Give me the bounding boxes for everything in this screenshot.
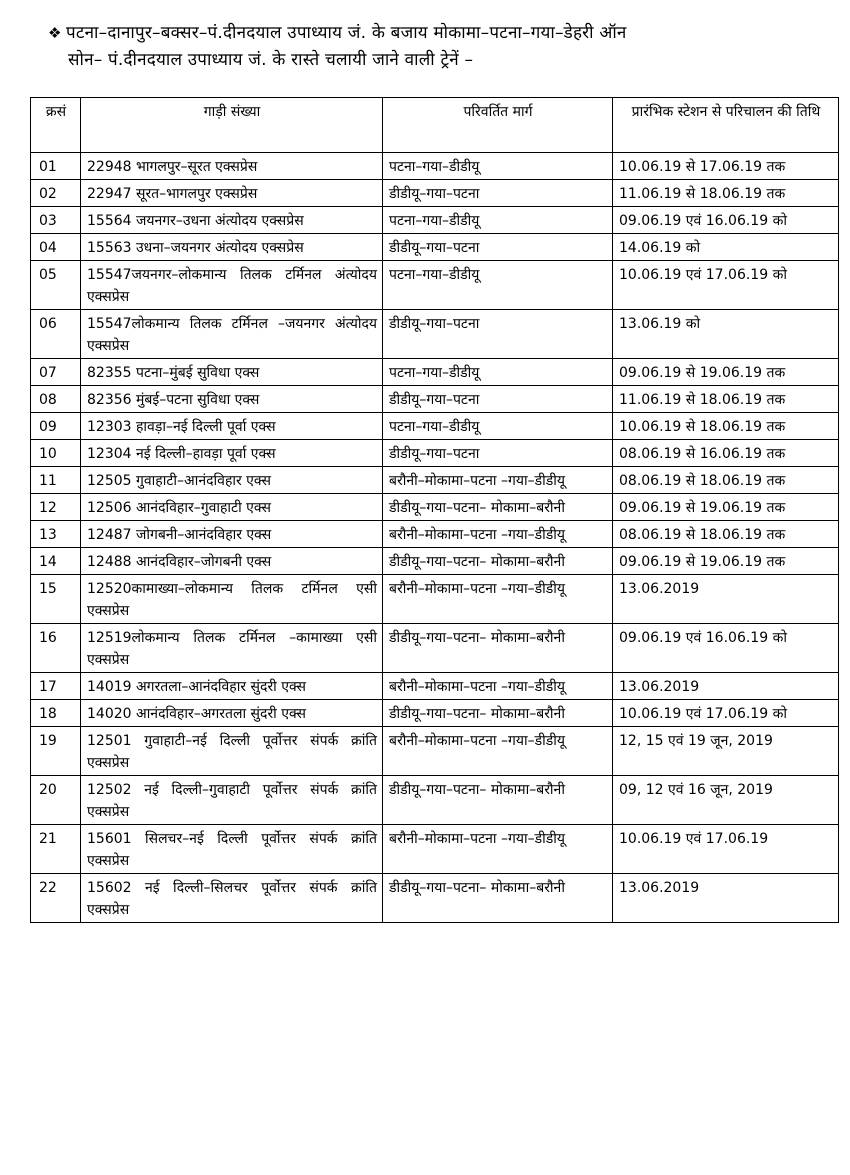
row-serial: 09: [31, 413, 81, 440]
row-serial: 08: [31, 386, 81, 413]
table-row: [31, 234, 839, 261]
row-serial: 22: [31, 874, 81, 923]
row-train-name: 22948 भागलपुर–सूरत एक्सप्रेस: [81, 153, 383, 180]
row-date: 11.06.19 से 18.06.19 तक: [613, 180, 839, 207]
row-train-name: 15564 जयनगर–उधना अंत्योदय एक्सप्रेस: [81, 207, 383, 234]
row-train-name: 12506 आनंदविहार–गुवाहाटी एक्स: [81, 494, 383, 521]
row-train-name: 12520कामाख्या–लोकमान्य तिलक टर्मिनल एसी एक्सप्रेस: [81, 575, 383, 624]
row-train-name: 14019 अगरतला–आनंदविहार सुंदरी एक्स: [81, 673, 383, 700]
diamond-bullet-icon: ❖: [48, 24, 62, 42]
row-route: डीडीयू–गया–पटना– मोकामा–बरौनी: [383, 874, 613, 923]
row-date: 12, 15 एवं 19 जून, 2019: [613, 727, 839, 776]
row-date: 08.06.19 से 16.06.19 तक: [613, 440, 839, 467]
row-train-name: 15601 सिलचर–नई दिल्ली पूर्वोत्तर संपर्क क्रांति एक्सप्रेस: [81, 825, 383, 874]
row-serial: 15: [31, 575, 81, 624]
row-date: 08.06.19 से 18.06.19 तक: [613, 467, 839, 494]
row-route: डीडीयू–गया–पटना: [383, 386, 613, 413]
row-route: बरौनी–मोकामा–पटना –गया–डीडीयू: [383, 825, 613, 874]
table-row: [31, 310, 839, 359]
row-train-name: 12519लोकमान्य तिलक टर्मिनल –कामाख्या एसी एक्सप्रेस: [81, 624, 383, 673]
row-route: डीडीयू–गया–पटना– मोकामा–बरौनी: [383, 624, 613, 673]
table-row: [31, 874, 839, 923]
row-serial: 18: [31, 700, 81, 727]
row-date: 09.06.19 एवं 16.06.19 को: [613, 624, 839, 673]
row-date: 13.06.2019: [613, 575, 839, 624]
row-date: 14.06.19 को: [613, 234, 839, 261]
row-date: 09.06.19 से 19.06.19 तक: [613, 359, 839, 386]
header-train-number: गाड़ी संख्या: [81, 98, 383, 153]
row-train-name: 15602 नई दिल्ली–सिलचर पूर्वोत्तर संपर्क क्रांति एक्सप्रेस: [81, 874, 383, 923]
row-date: 08.06.19 से 18.06.19 तक: [613, 521, 839, 548]
row-route: डीडीयू–गया–पटना– मोकामा–बरौनी: [383, 700, 613, 727]
row-train-name: 82355 पटना–मुंबई सुविधा एक्स: [81, 359, 383, 386]
row-route: बरौनी–मोकामा–पटना –गया–डीडीयू: [383, 575, 613, 624]
table-row: [31, 624, 839, 673]
table-row: [31, 825, 839, 874]
table-row: [31, 776, 839, 825]
row-train-name: 12502 नई दिल्ली–गुवाहाटी पूर्वोत्तर संपर्क क्रांति एक्सप्रेस: [81, 776, 383, 825]
row-date: 10.06.19 से 17.06.19 तक: [613, 153, 839, 180]
row-serial: 21: [31, 825, 81, 874]
row-serial: 17: [31, 673, 81, 700]
row-serial: 11: [31, 467, 81, 494]
document-heading: [48, 20, 838, 74]
row-train-name: 12501 गुवाहाटी–नई दिल्ली पूर्वोत्तर संपर्क क्रांति एक्सप्रेस: [81, 727, 383, 776]
row-train-name: 82356 मुंबई–पटना सुविधा एक्स: [81, 386, 383, 413]
row-date: 09.06.19 एवं 16.06.19 को: [613, 207, 839, 234]
row-route: डीडीयू–गया–पटना: [383, 440, 613, 467]
row-route: डीडीयू–गया–पटना– मोकामा–बरौनी: [383, 548, 613, 575]
row-serial: 05: [31, 261, 81, 310]
table-row: [31, 673, 839, 700]
row-route: पटना–गया–डीडीयू: [383, 413, 613, 440]
row-train-name: 12487 जोगबनी–आनंदविहार एक्स: [81, 521, 383, 548]
row-serial: 01: [31, 153, 81, 180]
row-train-name: 12505 गुवाहाटी–आनंदविहार एक्स: [81, 467, 383, 494]
row-serial: 13: [31, 521, 81, 548]
header-changed-route: परिवर्तित मार्ग: [383, 98, 613, 153]
row-serial: 04: [31, 234, 81, 261]
row-serial: 12: [31, 494, 81, 521]
row-train-name: 22947 सूरत–भागलपुर एक्सप्रेस: [81, 180, 383, 207]
row-serial: 07: [31, 359, 81, 386]
row-route: डीडीयू–गया–पटना– मोकामा–बरौनी: [383, 494, 613, 521]
table-header-row: [31, 98, 839, 153]
row-train-name: 14020 आनंदविहार–अगरतला सुंदरी एक्स: [81, 700, 383, 727]
row-route: पटना–गया–डीडीयू: [383, 359, 613, 386]
table-row: [31, 359, 839, 386]
row-serial: 02: [31, 180, 81, 207]
table-row: [31, 548, 839, 575]
table-row: [31, 467, 839, 494]
table-row: [31, 521, 839, 548]
header-start-date: प्रारंभिक स्टेशन से परिचालन की तिथि: [613, 98, 839, 153]
row-date: 09, 12 एवं 16 जून, 2019: [613, 776, 839, 825]
row-date: 13.06.2019: [613, 673, 839, 700]
row-train-name: 15547जयनगर–लोकमान्य तिलक टर्मिनल अंत्योदय एक्सप्रेस: [81, 261, 383, 310]
row-date: 13.06.19 को: [613, 310, 839, 359]
heading-line-2: सोन– पं.दीनदयाल उपाध्याय जं. के रास्ते चलायी जाने वाली ट्रेनें –: [68, 50, 474, 70]
row-serial: 20: [31, 776, 81, 825]
table-row: [31, 261, 839, 310]
header-serial: क्रसं: [31, 98, 81, 153]
row-train-name: 12304 नई दिल्ली–हावड़ा पूर्वा एक्स: [81, 440, 383, 467]
row-route: बरौनी–मोकामा–पटना –गया–डीडीयू: [383, 727, 613, 776]
row-route: पटना–गया–डीडीयू: [383, 207, 613, 234]
table-row: [31, 494, 839, 521]
row-serial: 19: [31, 727, 81, 776]
table-row: [31, 207, 839, 234]
row-date: 10.06.19 से 18.06.19 तक: [613, 413, 839, 440]
heading-line-1: पटना–दानापुर–बक्सर–पं.दीनदयाल उपाध्याय जं. के बजाय मोकामा–पटना–गया–डेहरी ऑन: [66, 23, 627, 43]
row-serial: 03: [31, 207, 81, 234]
table-row: [31, 575, 839, 624]
row-train-name: 12488 आनंदविहार–जोगबनी एक्स: [81, 548, 383, 575]
row-serial: 14: [31, 548, 81, 575]
table-row: [31, 440, 839, 467]
row-route: बरौनी–मोकामा–पटना –गया–डीडीयू: [383, 467, 613, 494]
row-date: 09.06.19 से 19.06.19 तक: [613, 494, 839, 521]
table-row: [31, 727, 839, 776]
row-date: 09.06.19 से 19.06.19 तक: [613, 548, 839, 575]
train-route-table: [30, 97, 839, 923]
table-row: [31, 700, 839, 727]
row-serial: 10: [31, 440, 81, 467]
row-train-name: 15547लोकमान्य तिलक टर्मिनल –जयनगर अंत्योदय एक्सप्रेस: [81, 310, 383, 359]
table-row: [31, 153, 839, 180]
row-serial: 16: [31, 624, 81, 673]
row-route: डीडीयू–गया–पटना– मोकामा–बरौनी: [383, 776, 613, 825]
row-date: 10.06.19 एवं 17.06.19 को: [613, 261, 839, 310]
row-date: 10.06.19 एवं 17.06.19 को: [613, 700, 839, 727]
row-train-name: 15563 उधना–जयनगर अंत्योदय एक्सप्रेस: [81, 234, 383, 261]
row-route: बरौनी–मोकामा–पटना –गया–डीडीयू: [383, 673, 613, 700]
table-row: [31, 386, 839, 413]
row-train-name: 12303 हावड़ा–नई दिल्ली पूर्वा एक्स: [81, 413, 383, 440]
row-route: डीडीयू–गया–पटना: [383, 310, 613, 359]
table-body: [31, 153, 839, 923]
row-route: डीडीयू–गया–पटना: [383, 234, 613, 261]
table-row: [31, 413, 839, 440]
row-serial: 06: [31, 310, 81, 359]
row-route: डीडीयू–गया–पटना: [383, 180, 613, 207]
table-row: [31, 180, 839, 207]
row-route: पटना–गया–डीडीयू: [383, 261, 613, 310]
row-route: पटना–गया–डीडीयू: [383, 153, 613, 180]
row-date: 10.06.19 एवं 17.06.19: [613, 825, 839, 874]
row-date: 13.06.2019: [613, 874, 839, 923]
row-route: बरौनी–मोकामा–पटना –गया–डीडीयू: [383, 521, 613, 548]
row-date: 11.06.19 से 18.06.19 तक: [613, 386, 839, 413]
